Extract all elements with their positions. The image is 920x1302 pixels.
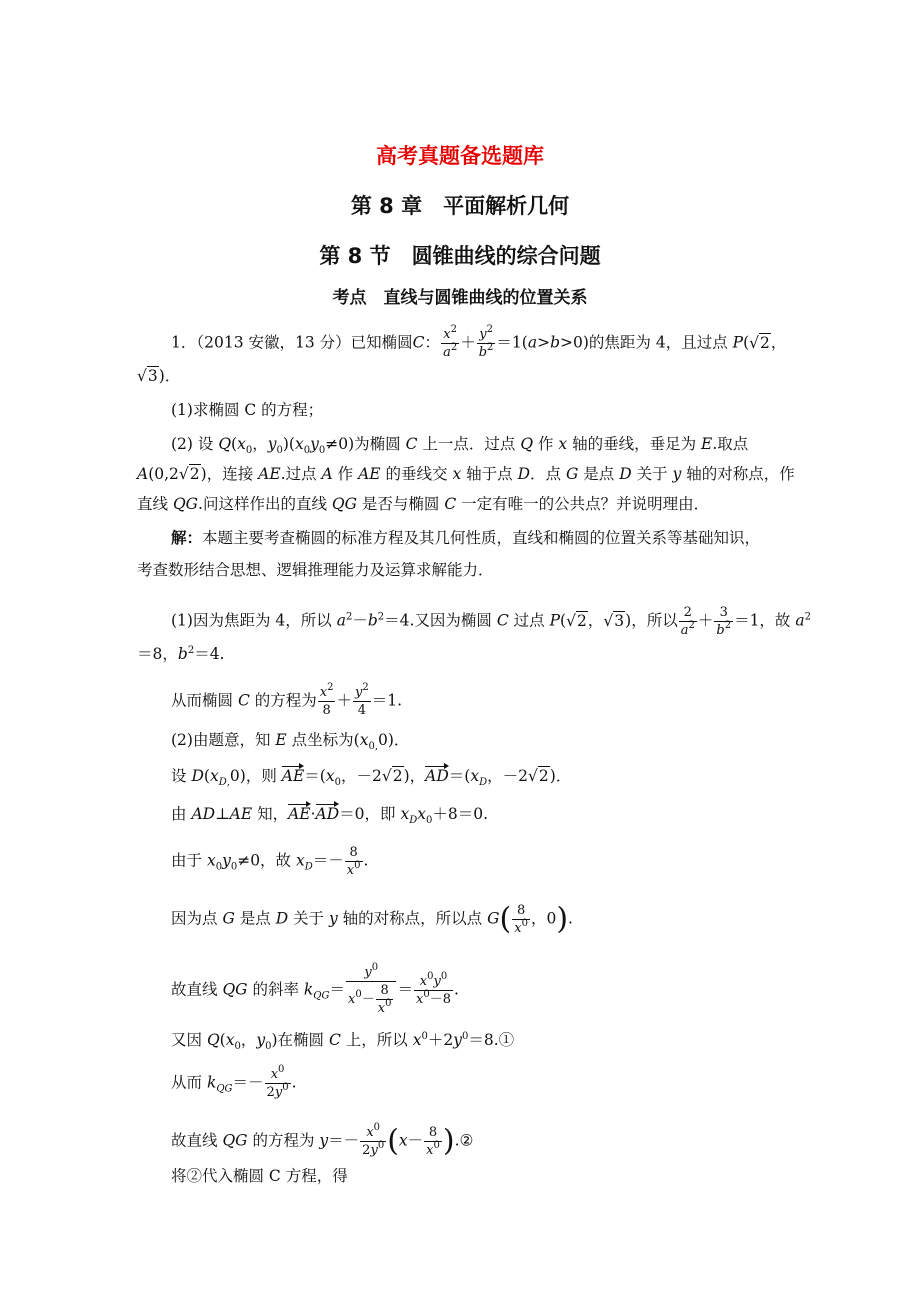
- problem-number: 1．: [171, 333, 197, 352]
- problem-intro: 已知椭圆: [350, 333, 413, 352]
- step-1-line-1: (1)因为焦距为 4，所以 $a^2-b^2=4$.又因为椭圆 C 过点 P(√2，√3)，所以 $\frac{2}{a^2}$ ＋ $\frac{3}{b^2}$ ＝1，故 $a^2$: [171, 605, 811, 638]
- problem-part-2-line-2: A(0,2√2)，连接 AE.过点 A 作 AE 的垂线交 x 轴于点 D．点 G 是点 D 关于 y 轴的对称点，作: [137, 465, 795, 483]
- step-slope-qg: 故直线 QG 的斜率 $k_{QG}=$ $y^0$ $x^0-$ $\frac{8}{x^0}$ ＝ $\frac{x^0y^0}{x^0-8}$ .: [171, 962, 459, 1016]
- step-1-line-2: ＝8，$b^2=4$.: [137, 645, 225, 663]
- step-point-g: 因为点 G 是点 D 关于 y 轴的对称点，所以点 G( $\frac{8}{x^0}$ ，0).: [171, 901, 573, 937]
- step-q-on-ellipse: 又因 $Q(x_0$，$y_0$)在椭圆 C 上，所以 $x^0+2y^0=8.①$: [171, 1031, 515, 1052]
- step-xd: 由于 $x_0y_0\ne 0$，故 $x_D=-$ $\frac{8}{x^0}$ .: [171, 845, 369, 878]
- step-point-e: (2)由题意，知 E 点坐标为$(x_{0,}0)$．: [171, 731, 410, 752]
- problem-line-1: 1．（2013 安徽，13 分）已知椭圆C： $\frac{x^2}{a^2}$ ＋ $\frac{y^2}{b^2}$ ＝1(a>b>0)的焦距为 4，且过点 P(√2，: [171, 324, 787, 360]
- problem-source: （2013 安徽，13 分）: [196, 333, 351, 352]
- solution-intro-line-2: 考查数形结合思想、逻辑推理能力及运算求解能力．: [137, 561, 494, 579]
- step-slope-simplified: 从而 $k_{QG}=-$ $\frac{x^0}{2y^0}$ .: [171, 1064, 297, 1100]
- problem-line-2: √3)．: [137, 367, 181, 385]
- section-heading: 第 8 节 圆锥曲线的综合问题: [319, 244, 601, 268]
- step-substitute: 将②代入椭圆 C 方程，得: [171, 1167, 348, 1185]
- problem-part-1: (1)求椭圆 C 的方程；: [171, 401, 324, 419]
- step-ellipse-equation: 从而椭圆 C 的方程为 $\frac{x^2}{8}$ ＋ $\frac{y^2}{4}$ ＝1.: [171, 682, 403, 718]
- step-perpendicular: 由 AD⊥AE 知，AE·AD＝0，即 $x_Dx_0+8=0$.: [171, 805, 489, 826]
- solution-intro-line-1: 解：本题主要考查椭圆的标准方程及其几何性质，直线和椭圆的位置关系等基础知识，: [171, 528, 761, 547]
- step-line-equation: 故直线 QG 的方程为 y＝－ $\frac{x^0}{2y^0}$ (x－ $\frac{8}{x^0}$ ).②: [171, 1122, 474, 1159]
- topic-heading: 考点 直线与圆锥曲线的位置关系: [332, 288, 588, 308]
- chapter-heading: 第 8 章 平面解析几何: [350, 194, 570, 218]
- document-title: 高考真题备选题库: [376, 144, 544, 168]
- problem-part-2-line-1: (2) 设 $Q(x_0$，$y_0)(x_0y_0\ne 0)$为椭圆 C 上一点．过点 Q 作 x 轴的垂线，垂足为 E.取点: [171, 435, 749, 456]
- problem-part-2-line-3: 直线 QG.问这样作出的直线 QG 是否与椭圆 C 一定有唯一的公共点？并说明理由．: [137, 495, 710, 513]
- step-vectors: 设 $D(x_{D,}0)$，则 $AE=(x_0$，－2√2)，$AD=(x_D$，－2√2)．: [171, 767, 572, 788]
- solution-label: 解：: [171, 528, 203, 547]
